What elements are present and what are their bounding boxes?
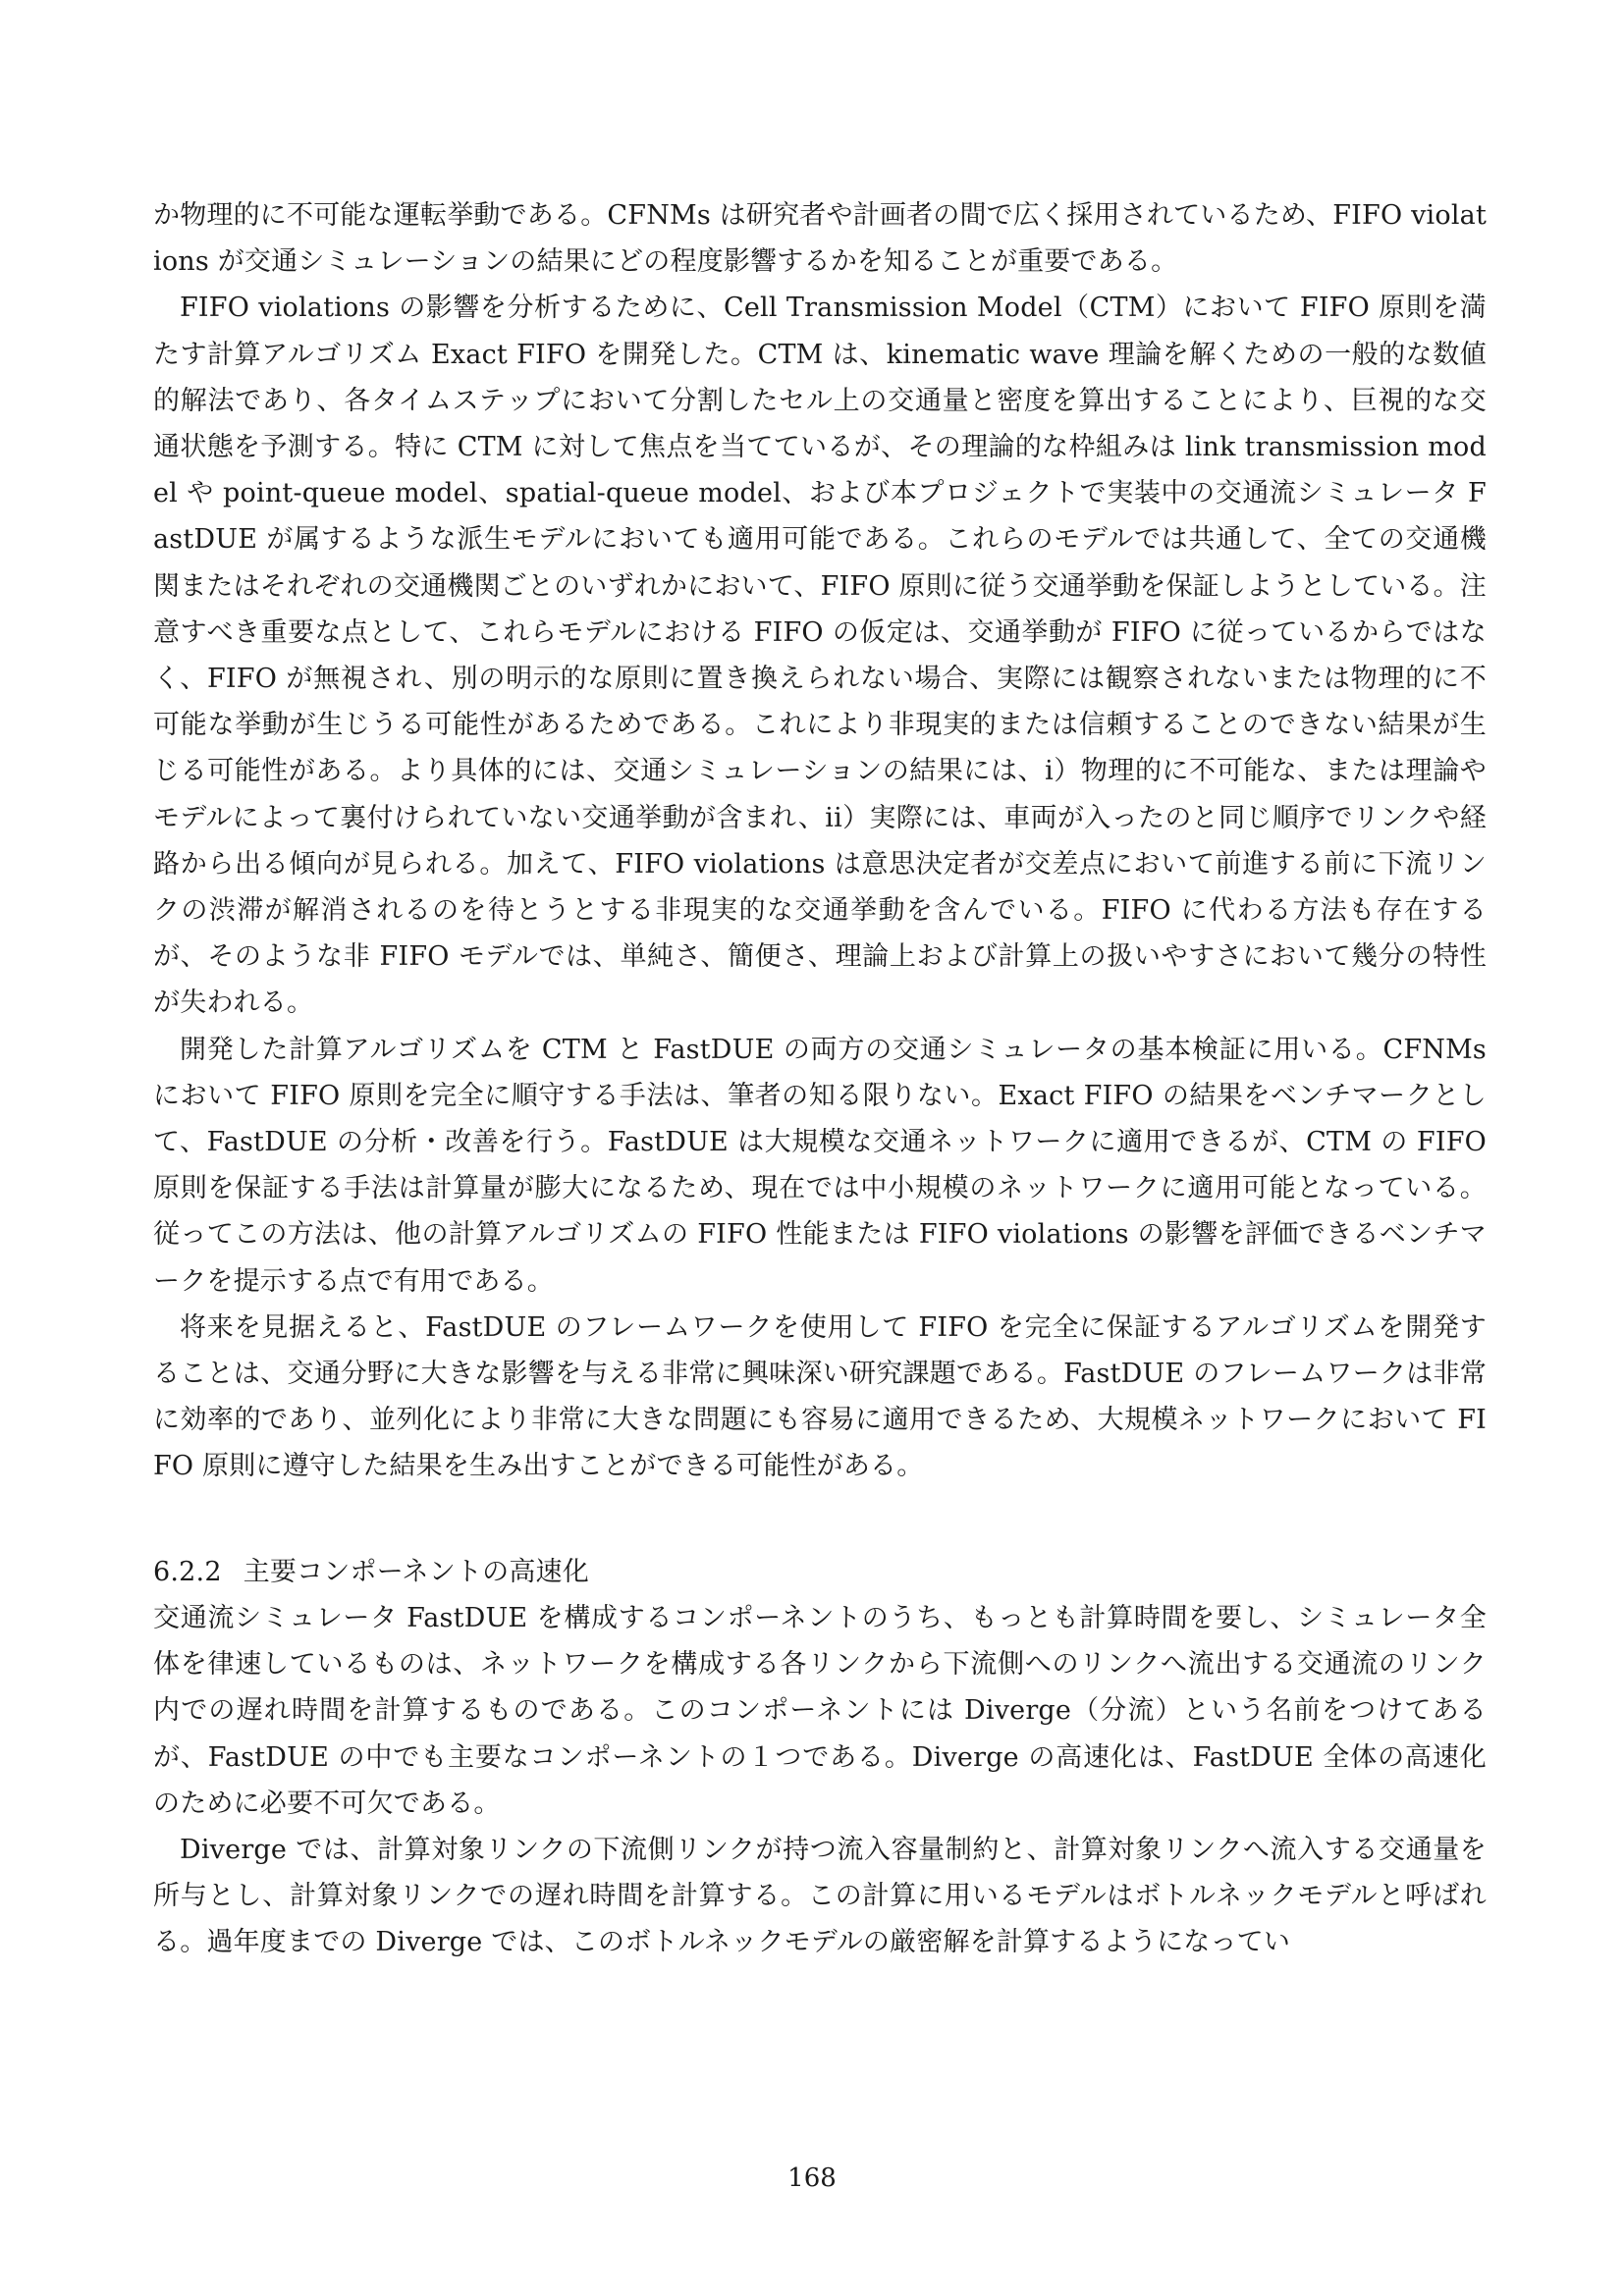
- paragraph-2: FIFO violations の影響を分析するために、Cell Transmission Model（CTM）において FIFO 原則を満たす計算アルゴリズム Exact FIFO を開発した。CTM は、kinematic wave 理論を解くための一般的な数値的解法であり、各タイムステップにおいて分割したセル上の交通量と密度を算出することにより、巨視的な交通状態を予測する。特に CTM に対して焦点を当てているが、その理論的な枠組みは link transmission model や point-queue model、spatial-queue model、および本プロジェクトで実装中の交通流シミュレータ FastDUE が属するような派生モデルにおいても適用可能である。これらのモデルでは共通して、全ての交通機関またはそれぞれの交通機関ごとのいずれかにおいて、FIFO 原則に従う交通挙動を保証しようとしている。注意すべき重要な点として、これらモデルにおける FIFO の仮定は、交通挙動が FIFO に従っているからではなく、FIFO が無視され、別の明示的な原則に置き換えられない場合、実際には観察されないまたは物理的に不可能な挙動が生じうる可能性があるためである。これにより非現実的または信頼することのできない結果が生じる可能性がある。より具体的には、交通シミュレーションの結果には、i）物理的に不可能な、または理論やモデルによって裏付けられていない交通挙動が含まれ、ii）実際には、車両が入ったのと同じ順序でリンクや経路から出る傾向が見られる。加えて、FIFO violations は意思決定者が交差点において前進する前に下流リンクの渋滞が解消されるのを待とうとする非現実的な交通挙動を含んでいる。FIFO に代わる方法も存在するが、そのような非 FIFO モデルでは、単純さ、簡便さ、理論上および計算上の扱いやすさにおいて幾分の特性が失われる。: [153, 293, 1487, 1019]
- body-text: [153, 192, 1487, 1966]
- section-number: 6.2.2: [153, 1556, 222, 1587]
- paragraph-5: 交通流シミュレータ FastDUE を構成するコンポーネントのうち、もっとも計算時間を要し、シミュレータ全体を律速しているものは、ネットワークを構成する各リンクから下流側へのリンクへ流出する交通流のリンク内での遅れ時間を計算するものである。このコンポーネントには Diverge（分流）という名前をつけてあるが、FastDUE の中でも主要なコンポーネントの１つである。Diverge の高速化は、FastDUE 全体の高速化のために必要不可欠である。: [153, 1602, 1487, 1819]
- section-title: 主要コンポーネントの高速化: [243, 1556, 589, 1587]
- section-heading: [153, 1549, 1487, 1595]
- paragraph-3: 開発した計算アルゴリズムを CTM と FastDUE の両方の交通シミュレータの基本検証に用いる。CFNMs において FIFO 原則を完全に順守する手法は、筆者の知る限りない。Exact FIFO の結果をベンチマークとして、FastDUE の分析・改善を行う。FastDUE は大規模な交通ネットワークに適用できるが、CTM の FIFO 原則を保証する手法は計算量が膨大になるため、現在では中小規模のネットワークに適用可能となっている。従ってこの方法は、他の計算アルゴリズムの FIFO 性能または FIFO violations の影響を評価できるベンチマークを提示する点で有用である。: [153, 1034, 1487, 1297]
- page-number: 168: [787, 2163, 837, 2193]
- paragraph-4: 将来を見据えると、FastDUE のフレームワークを使用して FIFO を完全に保証するアルゴリズムを開発することは、交通分野に大きな影響を与える非常に興味深い研究課題である。FastDUE のフレームワークは非常に効率的であり、並列化により非常に大きな問題にも容易に適用できるため、大規模ネットワークにおいて FIFO 原則に遵守した結果を生み出すことができる可能性がある。: [153, 1311, 1487, 1482]
- paragraph-1: か物理的に不可能な運転挙動である。CFNMs は研究者や計画者の間で広く採用されているため、FIFO violations が交通シミュレーションの結果にどの程度影響するかを知ることが重要である。: [153, 200, 1487, 278]
- paragraph-6: Diverge では、計算対象リンクの下流側リンクが持つ流入容量制約と、計算対象リンクへ流入する交通量を所与とし、計算対象リンクでの遅れ時間を計算する。この計算に用いるモデルはボトルネックモデルと呼ばれる。過年度までの Diverge では、このボトルネックモデルの厳密解を計算するようになってい: [153, 1834, 1487, 1958]
